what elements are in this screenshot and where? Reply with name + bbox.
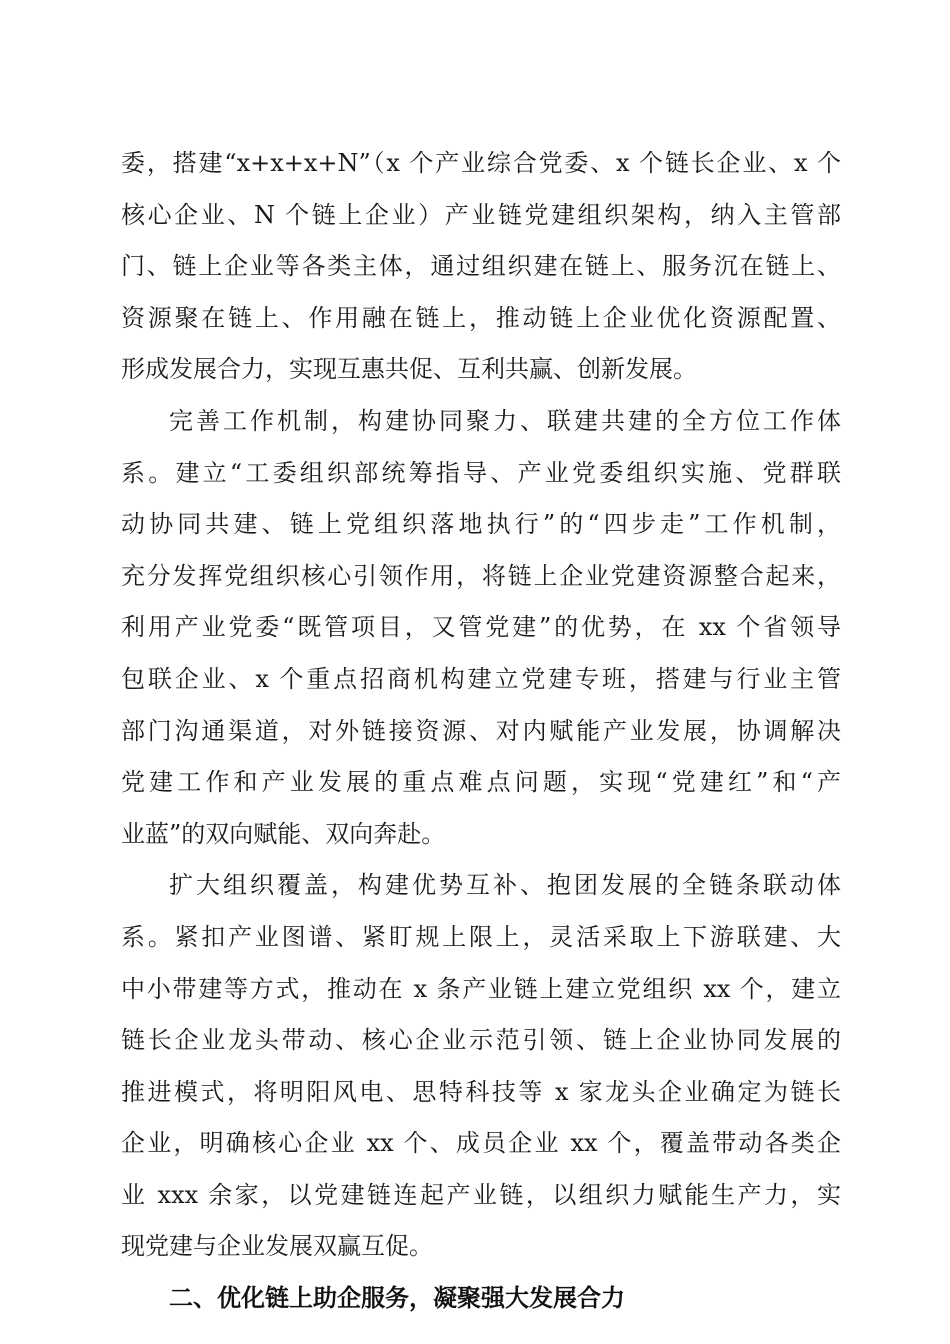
text-line: 充分发挥党组织核心引领作用，将链上企业党建资源整合起来，	[121, 561, 841, 590]
text-line: 包联企业、x 个重点招商机构建立党建专班，搭建与行业主管	[121, 664, 841, 693]
text-line: 系。紧扣产业图谱、紧盯规上限上，灵活采取上下游联建、大	[121, 922, 841, 951]
document-body	[121, 138, 841, 1325]
text-line: 形成发展合力，实现互惠共促、互利共赢、创新发展。	[121, 355, 697, 384]
paragraph-2	[121, 396, 841, 860]
text-line: 完善工作机制，构建协同聚力、联建共建的全方位工作体	[169, 406, 841, 435]
text-line: 现党建与企业发展双赢互促。	[121, 1232, 433, 1261]
text-line: 业 xxx 余家，以党建链连起产业链，以组织力赋能生产力，实	[121, 1180, 841, 1209]
text-line: 门、链上企业等各类主体，通过组织建在链上、服务沉在链上、	[121, 252, 841, 281]
paragraph-3	[121, 860, 841, 1273]
text-line: 核心企业、N 个链上企业）产业链党建组织架构，纳入主管部	[121, 200, 841, 229]
text-line: 部门沟通渠道，对外链接资源、对内赋能产业发展，协调解决	[121, 716, 841, 745]
text-line: 推进模式，将明阳风电、思特科技等 x 家龙头企业确定为链长	[121, 1077, 841, 1106]
text-line: 利用产业党委“既管项目，又管党建”的优势，在 xx 个省领导	[121, 613, 841, 642]
text-line: 扩大组织覆盖，构建优势互补、抱团发展的全链条联动体	[169, 871, 841, 900]
section-heading: 二、优化链上助企服务，凝聚强大发展合力	[169, 1284, 625, 1313]
text-line: 业蓝”的双向赋能、双向奔赴。	[121, 819, 446, 848]
paragraph-1	[121, 138, 841, 396]
text-line: 企业，明确核心企业 xx 个、成员企业 xx 个，覆盖带动各类企	[121, 1129, 841, 1158]
text-line: 动协同共建、链上党组织落地执行”的“四步走”工作机制，	[121, 510, 841, 539]
text-line: 中小带建等方式，推动在 x 条产业链上建立党组织 xx 个，建立	[121, 974, 841, 1003]
text-line: 党建工作和产业发展的重点难点问题，实现“党建红”和“产	[121, 768, 841, 797]
text-line: 链长企业龙头带动、核心企业示范引领、链上企业协同发展的	[121, 1026, 841, 1055]
text-line: 资源聚在链上、作用融在链上，推动链上企业优化资源配置、	[121, 303, 841, 332]
text-line: 系。建立“工委组织部统筹指导、产业党委组织实施、党群联	[121, 458, 841, 487]
text-line: 委，搭建“x+x+x+N”（x 个产业综合党委、x 个链长企业、x 个	[121, 149, 841, 177]
